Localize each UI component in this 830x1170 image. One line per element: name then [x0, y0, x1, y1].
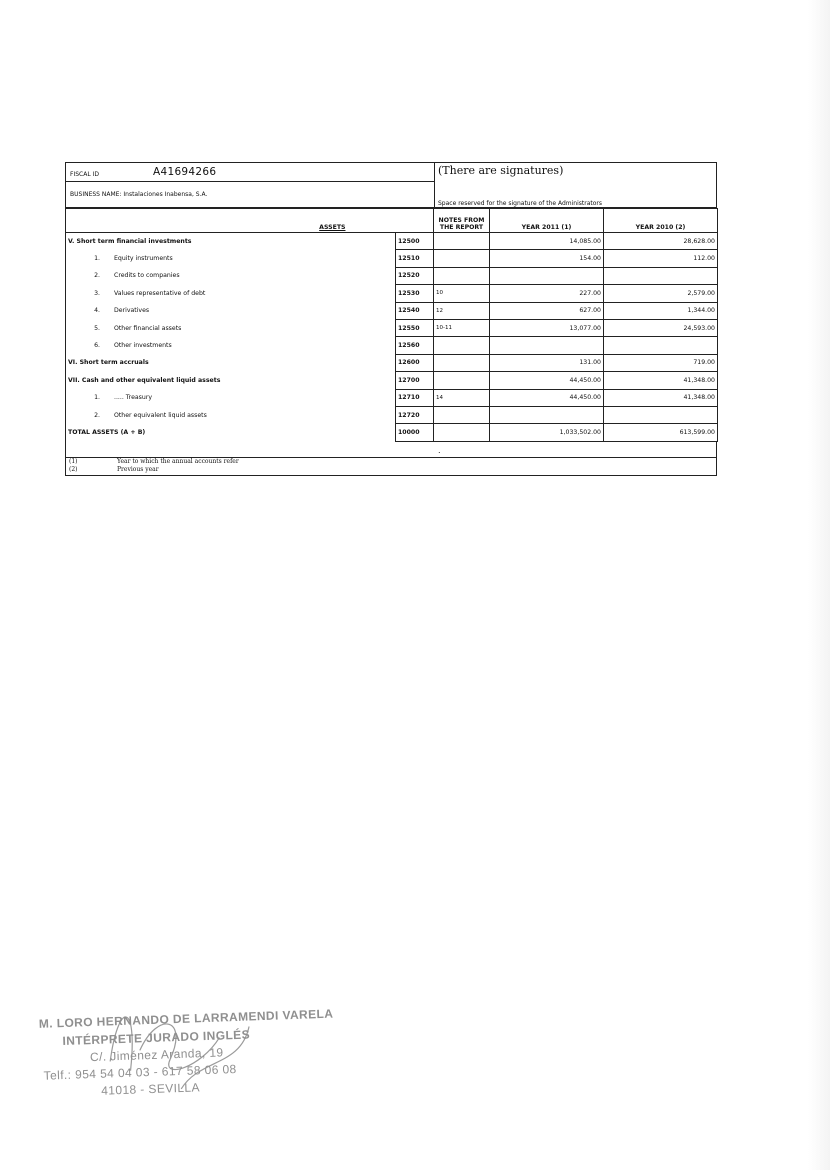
footnote-text: Previous year — [117, 466, 159, 473]
row-year-2011: 227.00 — [490, 285, 604, 302]
footnotes — [65, 458, 717, 476]
table-blank-row — [65, 441, 717, 458]
row-label-text: Other equivalent liquid assets — [114, 411, 207, 419]
row-year-2011 — [490, 267, 604, 284]
table-row — [66, 285, 718, 302]
footnote-2 — [69, 466, 159, 473]
row-year-2010: 613,599.00 — [604, 424, 718, 441]
row-number: 3. — [94, 289, 100, 297]
row-year-2011: 44,450.00 — [490, 372, 604, 389]
row-year-2010 — [604, 406, 718, 423]
row-label: TOTAL ASSETS (A + B) — [66, 424, 396, 441]
row-code: 12530 — [396, 285, 434, 302]
row-label — [66, 302, 396, 319]
business-name: BUSINESS NAME: Instalaciones Inabensa, S.A. — [70, 191, 208, 198]
row-label — [66, 319, 396, 336]
row-year-2011 — [490, 337, 604, 354]
stray-dot: . — [438, 446, 441, 455]
row-code: 12540 — [396, 302, 434, 319]
header-row-divider — [66, 181, 434, 182]
header-divider — [434, 163, 435, 207]
row-year-2010: 2,579.00 — [604, 285, 718, 302]
row-year-2010: 112.00 — [604, 250, 718, 267]
translator-stamp — [28, 1001, 334, 1109]
row-code: 12560 — [396, 337, 434, 354]
footnote-mark: (2) — [69, 466, 78, 473]
row-label: VI. Short term accruals — [66, 354, 396, 371]
row-notes — [434, 267, 490, 284]
row-number: 6. — [94, 342, 100, 350]
code-column-header — [396, 209, 434, 233]
row-code: 12510 — [396, 250, 434, 267]
row-number: 1. — [94, 255, 100, 263]
table-row — [66, 372, 718, 389]
row-label: VII. Cash and other equivalent liquid assets — [66, 372, 396, 389]
document-header — [65, 162, 717, 208]
row-year-2010 — [604, 267, 718, 284]
table-row — [66, 424, 718, 441]
fiscal-id-value: A41694266 — [153, 166, 217, 178]
row-label-text: Derivatives — [114, 307, 150, 315]
row-notes — [434, 354, 490, 371]
assets-column-header: ASSETS — [66, 209, 396, 233]
stamp-line-3: C/. Jiménez Aranda, 19 — [89, 1045, 224, 1065]
row-notes — [434, 424, 490, 441]
stamp-line-1: M. LORO HERNANDO DE LARRAMENDI VARELA — [38, 1006, 334, 1031]
row-notes: 14 — [434, 389, 490, 406]
row-number: 4. — [94, 307, 100, 315]
row-notes: 10-11 — [434, 319, 490, 336]
row-year-2010: 41,348.00 — [604, 372, 718, 389]
row-label-text: Other financial assets — [114, 324, 182, 332]
row-year-2011: 1,033,502.00 — [490, 424, 604, 441]
row-code: 12700 — [396, 372, 434, 389]
row-number: 2. — [94, 411, 100, 419]
row-notes — [434, 337, 490, 354]
row-notes — [434, 406, 490, 423]
signature-space-label: Space reserved for the signature of the Administrators — [438, 200, 603, 207]
stamp-line-2: INTÉRPRETE JURADO INGLÉS — [62, 1027, 251, 1049]
row-code: 12710 — [396, 389, 434, 406]
notes-column-header: NOTES FROM THE REPORT — [434, 209, 490, 233]
assets-table — [65, 208, 718, 442]
row-year-2010 — [604, 337, 718, 354]
row-label — [66, 267, 396, 284]
row-notes: 10 — [434, 285, 490, 302]
table-row — [66, 302, 718, 319]
table-row — [66, 250, 718, 267]
row-year-2011: 131.00 — [490, 354, 604, 371]
row-number: 1. — [94, 394, 100, 402]
row-label-text: Other investments — [114, 342, 172, 350]
year-2010-column-header: YEAR 2010 (2) — [604, 209, 718, 233]
row-year-2011: 14,085.00 — [490, 233, 604, 250]
table-header-row — [66, 209, 718, 233]
row-code: 10000 — [396, 424, 434, 441]
row-notes: 12 — [434, 302, 490, 319]
row-year-2010: 41,348.00 — [604, 389, 718, 406]
row-label — [66, 406, 396, 423]
row-label — [66, 337, 396, 354]
footnote-mark: (1) — [69, 458, 78, 465]
year-2011-column-header: YEAR 2011 (1) — [490, 209, 604, 233]
signatures-note: (There are signatures) — [438, 164, 564, 177]
row-notes — [434, 233, 490, 250]
row-year-2011: 154.00 — [490, 250, 604, 267]
row-code: 12500 — [396, 233, 434, 250]
table-row — [66, 267, 718, 284]
row-year-2011: 44,450.00 — [490, 389, 604, 406]
row-label: V. Short term financial investments — [66, 233, 396, 250]
row-notes — [434, 250, 490, 267]
row-year-2010: 719.00 — [604, 354, 718, 371]
fiscal-id-label: FISCAL ID — [70, 171, 99, 178]
table-row — [66, 354, 718, 371]
table-row — [66, 319, 718, 336]
table-row — [66, 389, 718, 406]
footnote-1 — [69, 458, 239, 465]
row-label-text: Values representative of debt — [114, 289, 206, 297]
row-code: 12550 — [396, 319, 434, 336]
table-row — [66, 406, 718, 423]
row-label-text: ..... Treasury — [114, 394, 153, 402]
row-year-2010: 1,344.00 — [604, 302, 718, 319]
row-code: 12600 — [396, 354, 434, 371]
row-number: 5. — [94, 324, 100, 332]
row-year-2010: 28,628.00 — [604, 233, 718, 250]
table-row — [66, 337, 718, 354]
row-number: 2. — [94, 272, 100, 280]
row-year-2011: 13,077.00 — [490, 319, 604, 336]
page-edge — [808, 0, 830, 1170]
row-year-2010: 24,593.00 — [604, 319, 718, 336]
stamp-line-4: Telf.: 954 54 04 03 - 617 58 06 08 — [43, 1061, 237, 1083]
row-notes — [434, 372, 490, 389]
stamp-line-5: 41018 - SEVILLA — [100, 1080, 201, 1098]
row-label — [66, 389, 396, 406]
row-label-text: Equity instruments — [114, 255, 173, 263]
row-code: 12720 — [396, 406, 434, 423]
row-label — [66, 285, 396, 302]
row-year-2011 — [490, 406, 604, 423]
footnote-text: Year to which the annual accounts refer — [117, 458, 239, 465]
row-code: 12520 — [396, 267, 434, 284]
table-row — [66, 233, 718, 250]
row-label-text: Credits to companies — [114, 272, 180, 280]
row-label — [66, 250, 396, 267]
row-year-2011: 627.00 — [490, 302, 604, 319]
